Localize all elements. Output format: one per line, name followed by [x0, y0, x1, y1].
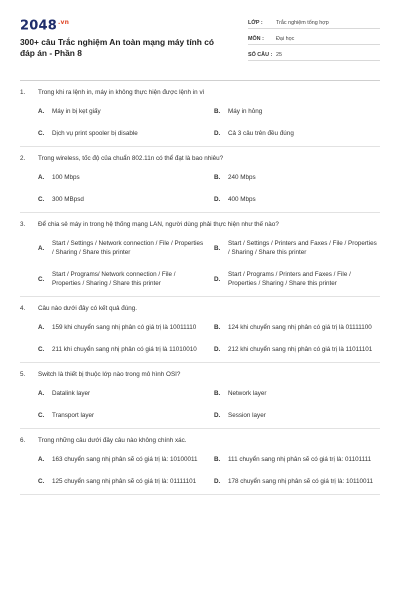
answer-option[interactable]	[38, 239, 204, 257]
answer-options	[20, 389, 380, 420]
answer-option[interactable]	[38, 173, 204, 182]
option-text: Datalink layer	[52, 390, 91, 397]
site-logo[interactable]	[20, 14, 225, 34]
answer-option[interactable]	[38, 323, 204, 332]
option-text: 211 khi chuyển sang nhị phân có giá trị là 11010010	[52, 346, 197, 353]
answer-option[interactable]	[214, 455, 380, 464]
meta-panel	[248, 14, 380, 76]
option-letter: B.	[214, 456, 221, 463]
question-text-row	[20, 304, 380, 313]
option-text: Network layer	[228, 390, 267, 397]
option-text: 100 Mbps	[52, 174, 80, 181]
option-letter: D.	[214, 196, 221, 203]
option-letter: C.	[38, 275, 45, 283]
meta-key: MÔN :	[248, 36, 264, 42]
page-header	[20, 14, 380, 76]
answer-option[interactable]	[214, 323, 380, 332]
option-letter: A.	[38, 324, 45, 331]
answer-option[interactable]	[38, 195, 204, 204]
meta-value: 25	[276, 52, 282, 58]
answer-option[interactable]	[214, 270, 380, 288]
meta-value: Trắc nghiệm tổng hợp	[276, 20, 329, 26]
answer-options	[20, 323, 380, 354]
question-number: 1.	[20, 89, 26, 96]
answer-option[interactable]	[38, 477, 204, 486]
question-number: 3.	[20, 221, 26, 228]
question-text: Switch là thiết bị thuộc lớp nào trong mô hình OSI?	[38, 371, 181, 378]
answer-options	[20, 173, 380, 204]
answer-option[interactable]	[214, 195, 380, 204]
question-text: Câu nào dưới đây có kết quả đúng.	[38, 305, 138, 312]
question-block	[20, 429, 380, 495]
question-text: Trong những câu dưới đây câu nào không chính xác.	[38, 437, 187, 444]
answer-option[interactable]	[38, 389, 204, 398]
option-letter: B.	[214, 244, 221, 252]
header-left	[20, 14, 225, 76]
option-text: Dịch vụ print spooler bị disable	[52, 130, 138, 137]
page-title: 300+ câu Trắc nghiệm An toàn mạng máy tính có đáp án - Phần 8	[20, 37, 214, 58]
option-letter: D.	[214, 346, 221, 353]
question-text-row	[20, 436, 380, 445]
question-block	[20, 81, 380, 147]
option-letter: A.	[38, 390, 45, 397]
option-letter: B.	[214, 324, 221, 331]
question-text-row	[20, 154, 380, 163]
answer-option[interactable]	[38, 411, 204, 420]
answer-options	[20, 455, 380, 486]
answer-option[interactable]	[214, 107, 380, 116]
option-text: Start / Programs/ Network connection / File / Properties / Sharing / Share this printer	[52, 271, 176, 287]
option-text: 111 chuyển sang nhị phân sẽ có giá trị là: 01101111	[228, 456, 372, 463]
answer-option[interactable]	[214, 345, 380, 354]
question-block	[20, 213, 380, 297]
option-text: Máy in bị kẹt giấy	[52, 108, 101, 115]
answer-option[interactable]	[38, 345, 204, 354]
option-text: 125 chuyển sang nhị phân sẽ có giá trị là: 01111101	[52, 478, 197, 485]
meta-row-class	[248, 16, 380, 29]
option-letter: D.	[214, 130, 221, 137]
option-text: Start / Settings / Printers and Faxes / File / Properties / Sharing / Share this printer	[228, 240, 377, 256]
option-text: Session layer	[228, 412, 266, 419]
option-letter: D.	[214, 478, 221, 485]
option-text: Start / Programs / Printers and Faxes / File / Properties / Sharing / Share this printer	[228, 271, 351, 287]
question-number: 5.	[20, 371, 26, 378]
question-number: 2.	[20, 155, 26, 162]
option-text: 300 MBpsd	[52, 196, 84, 203]
option-letter: C.	[38, 346, 45, 353]
option-text: 159 khi chuyển sang nhị phân có giá trị là 10011110	[52, 324, 197, 331]
meta-value: Đại học	[276, 36, 295, 42]
question-text: Trong wireless, tốc độ của chuẩn 802.11n có thể đạt là bao nhiêu?	[38, 155, 224, 162]
meta-key: SỐ CÂU :	[248, 52, 273, 58]
option-letter: A.	[38, 108, 45, 115]
question-text-row	[20, 370, 380, 379]
question-number: 6.	[20, 437, 26, 444]
answer-option[interactable]	[214, 477, 380, 486]
option-text: Start / Settings / Network connection / File / Properties / Sharing / Share this printer	[52, 240, 204, 256]
option-letter: A.	[38, 244, 45, 252]
answer-option[interactable]	[38, 107, 204, 116]
option-text: 212 khi chuyển sang nhị phân có giá trị là 11011101	[228, 346, 373, 353]
option-text: 163 chuyển sang nhị phân sẽ có giá trị là: 10100011	[52, 456, 198, 463]
question-text-row	[20, 88, 380, 97]
option-text: 240 Mbps	[228, 174, 256, 181]
question-text-row	[20, 220, 380, 229]
option-letter: C.	[38, 196, 45, 203]
answer-options	[20, 107, 380, 138]
option-letter: B.	[214, 174, 221, 181]
question-text: Để chia sẻ máy in trong hệ thống mạng LAN, người dùng phải thực hiện như thế nào?	[38, 221, 279, 228]
question-number: 4.	[20, 305, 26, 312]
option-letter: A.	[38, 456, 45, 463]
question-list	[20, 81, 380, 495]
option-letter: B.	[214, 390, 221, 397]
meta-row-subject	[248, 32, 380, 45]
question-block	[20, 297, 380, 363]
answer-options	[20, 239, 380, 288]
answer-option[interactable]	[214, 129, 380, 138]
answer-option[interactable]	[38, 129, 204, 138]
logo-main: 2048	[20, 18, 57, 34]
option-letter: C.	[38, 130, 45, 137]
logo-tld: .vn	[57, 19, 70, 26]
option-letter: C.	[38, 478, 45, 485]
option-text: Máy in hỏng	[228, 108, 263, 115]
question-block	[20, 363, 380, 429]
answer-option[interactable]	[214, 411, 380, 420]
option-text: 400 Mbps	[228, 196, 256, 203]
question-block	[20, 147, 380, 213]
option-letter: B.	[214, 108, 221, 115]
question-text: Trong khi ra lệnh in, máy in không thực hiện được lệnh in vì	[38, 89, 205, 96]
option-text: 124 khi chuyển sang nhị phân có giá trị là 01111100	[228, 324, 372, 331]
answer-option[interactable]	[214, 173, 380, 182]
option-text: Transport layer	[52, 412, 95, 419]
meta-key: LỚP :	[248, 20, 263, 26]
option-text: 178 chuyển sang nhị phân sẽ có giá trị là: 10110011	[228, 478, 374, 485]
meta-row-count	[248, 48, 380, 61]
answer-option[interactable]	[38, 270, 204, 288]
answer-option[interactable]	[214, 389, 380, 398]
option-letter: D.	[214, 275, 221, 283]
option-letter: D.	[214, 412, 221, 419]
answer-option[interactable]	[214, 239, 380, 257]
option-letter: A.	[38, 174, 45, 181]
answer-option[interactable]	[38, 455, 204, 464]
option-letter: C.	[38, 412, 45, 419]
option-text: Cả 3 câu trên đều đúng	[228, 130, 294, 137]
